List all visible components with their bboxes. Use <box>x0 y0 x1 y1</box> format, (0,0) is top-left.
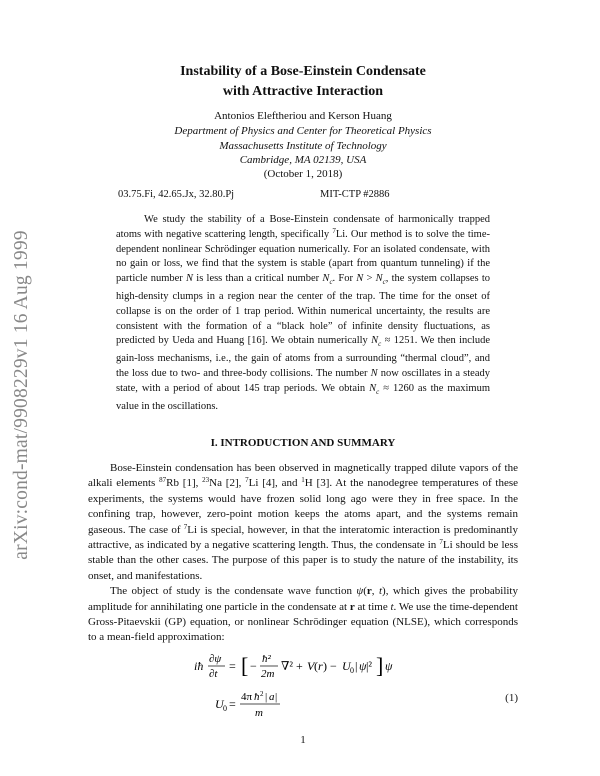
date: (October 1, 2018) <box>263 168 343 180</box>
svg-text:[: [ <box>241 653 249 678</box>
svg-text:2m: 2m <box>261 668 275 680</box>
svg-text:r: r <box>318 659 323 673</box>
page-number: 1 <box>300 734 306 746</box>
svg-text:V: V <box>307 659 315 673</box>
title-line-2: with Attractive Interaction <box>222 84 384 99</box>
svg-text:0: 0 <box>350 666 354 675</box>
svg-text:∇² +: ∇² + <box>281 659 303 673</box>
arxiv-id: arXiv:cond-mat/9908229v1 16 Aug 1999 <box>11 230 32 560</box>
section-body <box>88 461 518 646</box>
svg-text:=: = <box>229 659 236 673</box>
svg-text:]: ] <box>376 653 384 678</box>
body-paragraph-1: Bose-Einstein condensation has been observed in magnetically trapped dilute vapors of the alkali elements $^{87}$Rb [1], $^{23}$Na [2], $^7$Li [4], and $^1$H [3]. At the nanodegree temperatures of these experiments, the systems would have frozen solid long ago were they in free space. In the confining trap, however, zero-point motion keeps the atoms apart, and the systems remain gaseous. The case of $^7$Li is special, however, in that the interatomic interaction is predominantly attractive, as indicated by a negative scattering length. Thus, the condensate in $^7$Li should be less stable than the other cases. The purpose of this paper is to study the nature of the instability, its onset, and manifestations. <box>88 462 519 582</box>
section-heading: I. INTRODUCTION AND SUMMARY <box>210 437 396 449</box>
svg-text:ψ: ψ <box>359 659 367 673</box>
svg-text:ħ²: ħ² <box>262 653 271 665</box>
authors: Antonios Eleftheriou and Kerson Huang <box>214 110 392 122</box>
paper-title <box>88 62 518 102</box>
abstract-paragraph: We study the stability of a Bose-Einstein condensate of harmonically trapped atoms with negative scattering length, specifically $^7$Li. Our method is to solve the time-dependent nonlinear Schrödinger equation numerically. For an isolated condensate, with no gain or loss, we find that the system is stable (apart from quantum tunneling) if the particle number N is less than a critical number $N_c$. For $N > N_c$, the system collapses to high-density clumps in a region near the center of the trap. The time for the onset of collapse is on the order of 1 trap period. Within numerical uncertainty, the results are consistent with the formation of a “black hole” of infinite density fluctuations, as predicted by Ueda and Huang [16]. We obtain numerically $N_c \approx 1251$. We then include gain-loss mechanisms, i.e., the gain of atoms from a surrounding “thermal cloud”, and the loss due to two- and three-body collisions. The number N now oscillates in a steady state, with a period of about 145 trap periods. We obtain $N_c \approx 1260$ as the maximum value in the oscillations. <box>116 214 491 412</box>
svg-text:U: U <box>215 697 224 711</box>
svg-text:∂t: ∂t <box>209 668 218 680</box>
svg-text:U: U <box>342 659 351 673</box>
svg-text:ħ: ħ <box>254 691 260 703</box>
svg-text:|: | <box>275 691 278 703</box>
svg-text:|²: |² <box>366 659 372 673</box>
svg-text:|: | <box>265 691 268 703</box>
svg-text:4π: 4π <box>241 691 253 703</box>
equation-1 <box>88 646 518 732</box>
svg-text:−: − <box>250 659 257 673</box>
svg-text:m: m <box>255 707 263 719</box>
svg-text:=: = <box>229 697 236 711</box>
svg-text:ψ: ψ <box>385 659 393 673</box>
svg-text:) −: ) − <box>323 659 337 673</box>
arxiv-identifier-margin <box>4 160 40 630</box>
report-number: MIT-CTP #2886 <box>320 189 390 200</box>
svg-text:∂ψ: ∂ψ <box>209 653 222 665</box>
svg-text:(: ( <box>314 659 318 673</box>
equation-number: (1) <box>505 692 518 704</box>
affiliation-line-1: Department of Physics and Center for Theoretical Physics <box>174 125 432 137</box>
pacs-codes: 03.75.Fi, 42.65.Jx, 32.80.Pj <box>118 189 235 200</box>
title-line-1: Instability of a Bose-Einstein Condensate <box>180 64 426 79</box>
equation-graphic <box>88 646 518 732</box>
svg-text:|: | <box>355 659 358 673</box>
abstract <box>116 213 490 415</box>
body-paragraph-2: The object of study is the condensate wave function ψ(r, t), which gives the probability amplitude for annihilating one particle in the condensate at r at time t. We use the time-dependent Gross-Pitaevskii (GP) equation, or nonlinear Schrödinger equation (NLSE), which corresponds to a mean-field approximation: <box>88 585 518 644</box>
affiliation-line-3: Cambridge, MA 02139, USA <box>239 154 367 166</box>
affiliation <box>88 124 518 168</box>
svg-text:a: a <box>269 691 275 703</box>
svg-text:2: 2 <box>260 690 264 698</box>
svg-text:iħ: iħ <box>194 659 204 673</box>
svg-text:0: 0 <box>223 704 227 713</box>
affiliation-line-2: Massachusetts Institute of Technology <box>219 139 387 152</box>
